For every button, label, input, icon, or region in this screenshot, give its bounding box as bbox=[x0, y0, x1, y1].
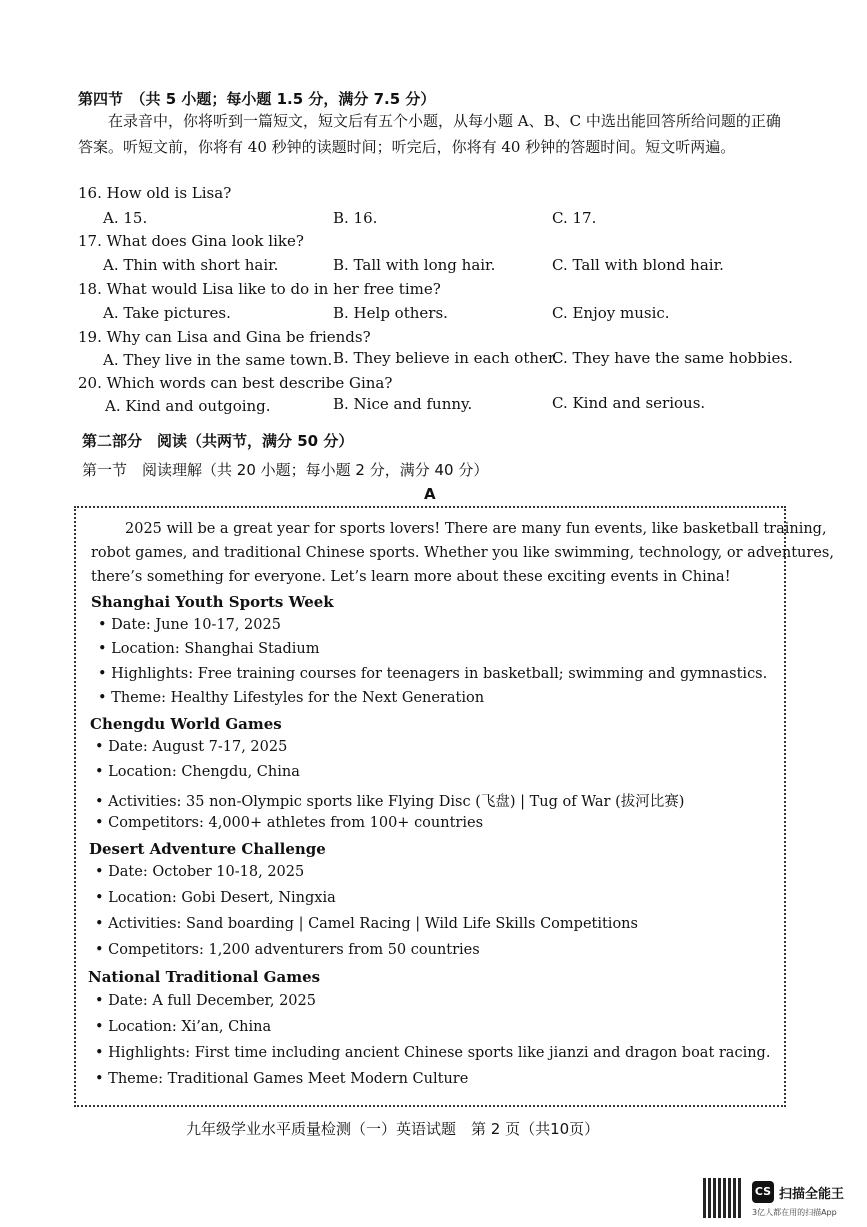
event-item: • Location: Xi’an, China bbox=[95, 1019, 272, 1035]
q18-option-a: A. Take pictures. bbox=[103, 304, 231, 322]
event-item: • Highlights: First time including ancient Chinese sports like jianzi and dragon boat racing. bbox=[95, 1045, 771, 1061]
event-item: • Date: October 10-18, 2025 bbox=[95, 864, 305, 880]
camscanner-logo-icon: CS bbox=[752, 1181, 774, 1203]
event-item: • Theme: Healthy Lifestyles for the Next Generation bbox=[98, 690, 485, 706]
event-title-traditional: National Traditional Games bbox=[88, 968, 321, 986]
camscanner-name: 扫描全能王 bbox=[779, 1187, 845, 1202]
q20-option-b: B. Nice and funny. bbox=[333, 395, 473, 413]
camscanner-slogan: 3亿人都在用的扫描App bbox=[752, 1208, 837, 1217]
q17-option-c: C. Tall with blond hair. bbox=[552, 256, 724, 274]
section4-title: 第四节 （共 5 小题；每小题 1.5 分，满分 7.5 分） bbox=[78, 90, 436, 108]
part2-title: 第二部分 阅读（共两节，满分 50 分） bbox=[82, 432, 354, 450]
event-item: • Location: Chengdu, China bbox=[95, 764, 300, 780]
question-16: 16. How old is Lisa? bbox=[78, 184, 232, 202]
passage-label: A bbox=[424, 485, 436, 503]
q17-option-a: A. Thin with short hair. bbox=[103, 256, 279, 274]
q19-option-c: C. They have the same hobbies. bbox=[552, 349, 793, 367]
q18-option-c: C. Enjoy music. bbox=[552, 304, 670, 322]
event-item: • Location: Gobi Desert, Ningxia bbox=[95, 890, 336, 906]
q17-option-b: B. Tall with long hair. bbox=[333, 256, 496, 274]
q19-option-b: B. They believe in each other. bbox=[333, 349, 559, 367]
event-item: • Activities: Sand boarding | Camel Racing | Wild Life Skills Competitions bbox=[95, 916, 638, 932]
event-item: • Activities: 35 non-Olympic sports like Flying Disc (飞盘) | Tug of War (拔河比赛) bbox=[95, 794, 685, 810]
q16-option-c: C. 17. bbox=[552, 209, 597, 227]
q16-option-a: A. 15. bbox=[103, 209, 148, 227]
passage-intro-line3: there’s something for everyone. Let’s learn more about these exciting events in China! bbox=[91, 569, 731, 585]
qr-code-icon bbox=[703, 1178, 743, 1218]
event-item: • Competitors: 1,200 adventurers from 50 countries bbox=[95, 942, 480, 958]
event-title-shanghai: Shanghai Youth Sports Week bbox=[91, 593, 334, 611]
event-item: • Date: August 7-17, 2025 bbox=[95, 739, 288, 755]
event-item: • Location: Shanghai Stadium bbox=[98, 641, 320, 657]
section4-instructions: 在录音中，你将听到一篇短文，短文后有五个小题，从每小题 A、B、C 中选出能回答所给问题的正确答案。听短文前，你将有 40 秒钟的读题时间；听完后，你将有 40 秒钟的答题时间。短文听两遍。 bbox=[78, 112, 781, 156]
q16-option-b: B. 16. bbox=[333, 209, 378, 227]
question-19: 19. Why can Lisa and Gina be friends? bbox=[78, 328, 371, 346]
question-18: 18. What would Lisa like to do in her free time? bbox=[78, 280, 441, 298]
question-17: 17. What does Gina look like? bbox=[78, 232, 304, 250]
question-20: 20. Which words can best describe Gina? bbox=[78, 374, 393, 392]
event-item: • Competitors: 4,000+ athletes from 100+ countries bbox=[95, 815, 484, 831]
part2-section1-title: 第一节 阅读理解（共 20 小题；每小题 2 分，满分 40 分） bbox=[82, 461, 489, 479]
passage-intro-line1: 2025 will be a great year for sports lovers! There are many fun events, like basketball training, bbox=[125, 521, 827, 537]
event-item: • Theme: Traditional Games Meet Modern Culture bbox=[95, 1071, 469, 1087]
event-item: • Date: June 10-17, 2025 bbox=[98, 617, 281, 633]
q19-option-a: A. They live in the same town. bbox=[103, 351, 333, 369]
event-title-chengdu: Chengdu World Games bbox=[90, 715, 282, 733]
q20-option-c: C. Kind and serious. bbox=[552, 394, 706, 412]
event-item: • Date: A full December, 2025 bbox=[95, 993, 316, 1009]
event-title-desert: Desert Adventure Challenge bbox=[89, 840, 326, 858]
page-footer: 九年级学业水平质量检测（一）英语试题 第 2 页（共10页） bbox=[186, 1120, 600, 1138]
passage-intro-line2: robot games, and traditional Chinese sports. Whether you like swimming, technology, or adventures, bbox=[91, 545, 834, 561]
event-item: • Highlights: Free training courses for teenagers in basketball; swimming and gymnastics. bbox=[98, 666, 768, 682]
q18-option-b: B. Help others. bbox=[333, 304, 448, 322]
q20-option-a: A. Kind and outgoing. bbox=[105, 397, 271, 415]
